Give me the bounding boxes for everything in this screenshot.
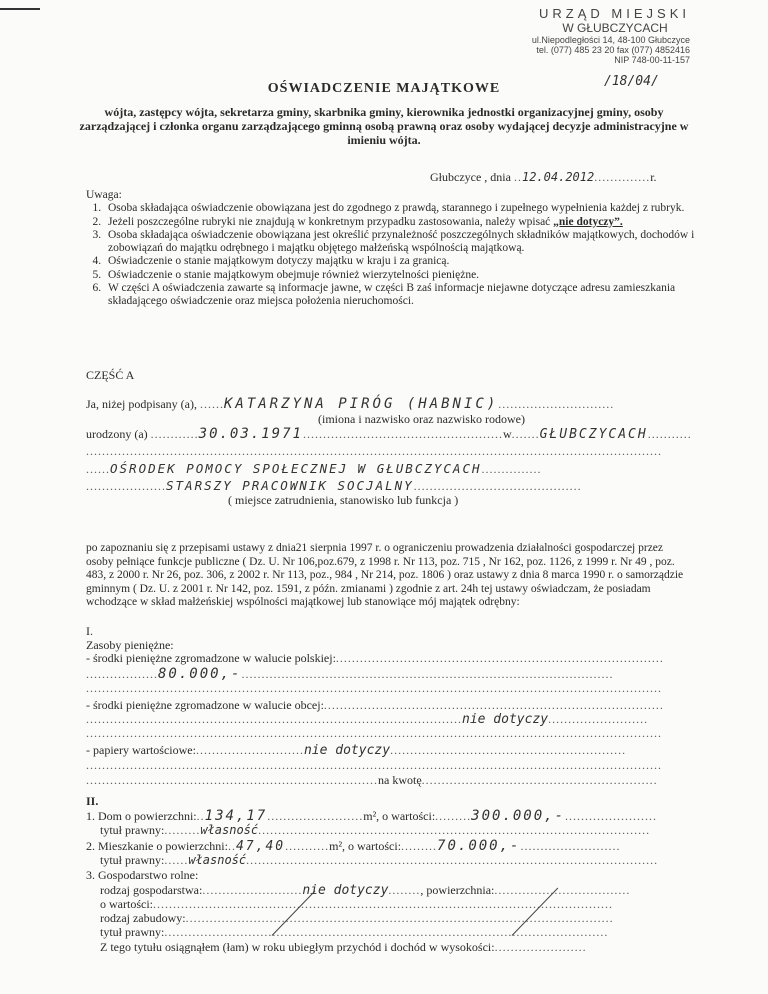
- stamp-line-1: URZĄD MIEJSKI: [539, 6, 690, 21]
- farm-title-label: tytuł prawny:: [100, 925, 165, 939]
- page-subtitle: wójta, zastępcy wójta, sekretarza gminy, skarbnika gminy, kierownika jednostki organizacyjnej gminy, osoby zarządzającej i członka organu zarządzającego gminną osobą prawną oraz osoby wydającej decyzje administracyjne w imieniu wójta.: [79, 105, 689, 147]
- law-paragraph: po zapoznaniu się z przepisami ustawy z dnia21 sierpnia 1997 r. o ograniczeniu prowadzenia działalności gospodarczej przez osoby pełniące funkcje publiczne ( Dz. U. Nr 106,poz.679, z 1998 r. Nr 113, poz. 715 , Nr 162, poz. 1126, z 1999 r. Nr 49 , poz. 483, z 2000 r. Nr 26, poz. 306, z 2002 r. Nr 113, poz., 984 , Nr 214, poz. 1806 ) oraz ustawy z dnia 8 marca 1990 r. o samorządzie gminnym ( Dz. U. z 2001 r. Nr 142, poz. 1591, z późn. zmianami ) zgodnie z art. 24h tej ustawy oświadczam, że posiadam wchodzące w skład małżeńskiej wspólności majątkowej lub stanowiące mój majątek odrębny:: [86, 542, 684, 608]
- farm-area-label: , powierzchnia:: [420, 883, 495, 897]
- house-line: 1. Dom o powierzchni:..134,17........................m², o wartości:.........300.000,-.......................: [86, 808, 658, 824]
- flat-label: 2. Mieszkanie o powierzchni:: [86, 839, 228, 853]
- farm-type-label: rodzaj gospodarstwa:: [100, 883, 203, 897]
- notes-heading: Uwaga:: [86, 189, 122, 201]
- section-2-heading: II.: [86, 794, 99, 808]
- flat-unit: m², o wartości:: [329, 839, 402, 853]
- signed-label: Ja, niżej podpisany (a),: [86, 397, 197, 411]
- foreign-label: - środki pieniężne zgromadzone w walucie obcej:: [86, 698, 324, 712]
- farm-income-label: Z tego tytułu osiągnąłem (łam) w roku ubiegłym przychód i dochód w wysokości:: [100, 940, 495, 954]
- date-suffix: r.: [650, 170, 657, 184]
- securities-value: nie dotyczy: [303, 743, 391, 758]
- pln-value-line: ..................80.000,-.............................................................................................: [86, 666, 614, 682]
- dotted-line: ................................................................................................................................................: [86, 758, 662, 772]
- born-in-label: w: [502, 427, 512, 441]
- farm-building-line: rodzaj zabudowy:...........................................................................................................: [100, 911, 614, 925]
- amount-line: .........................................................................na kwotę...........................................................: [86, 773, 658, 787]
- farm-title-line: tytuł prawny:...............................................................................................................: [100, 925, 609, 939]
- part-a-heading: CZĘŚĆ A: [86, 368, 135, 382]
- signed-line: Ja, niżej podpisany (a), ......KATARZYNA PIRÓG (HABNIC).............................: [86, 396, 615, 412]
- house-title-line: tytuł prawny:.........własność..................................................................................................: [100, 823, 651, 837]
- section-1-label: Zasoby pieniężne:: [86, 638, 174, 652]
- securities-line: - papiery wartościowe:...........................nie dotyczy...........................................................: [86, 743, 627, 758]
- flat-title-value: własność: [188, 853, 247, 867]
- farm-line: [86, 868, 198, 883]
- note-item: 6. W części A oświadczenia zawarte są informacje jawne, w części B zaś informacje niejawne dotyczące adresu zamieszkania składającego oświadczenie oraz miejsca położenia nieruchomości.: [104, 282, 696, 309]
- born-label: urodzony (a): [86, 427, 148, 441]
- stamp-line-3: ul.Niepodległości 14, 48-100 Głubczyce: [531, 35, 690, 45]
- notes-block: [86, 189, 696, 309]
- flat-line: 2. Mieszkanie o powierzchni:..47,40...........m², o wartości:.........70.000,-.........................: [86, 838, 621, 854]
- house-title-value: własność: [200, 823, 259, 837]
- flat-area: 47,40: [235, 839, 286, 854]
- house-unit: m², o wartości:: [363, 809, 436, 823]
- dotted-line: ................................................................................................................................................: [86, 444, 662, 458]
- house-area: 134,17: [204, 808, 268, 824]
- corner-mark: [0, 8, 40, 10]
- house-title-label: tytuł prawny:: [100, 823, 165, 837]
- date-line: Głubczyce , dnia ..12.04.2012..............r.: [430, 170, 657, 184]
- note-item: 3. Osoba składająca oświadczenie obowiązana jest określić przynależność poszczególnych składników majątkowych, dochodów i zobowiązań do majątku odrębnego i majątku objętego małżeńską wspólnością majątkową.: [104, 229, 696, 256]
- date-prefix: Głubczyce , dnia: [430, 170, 511, 184]
- farm-label: 3. Gospodarstwo rolne:: [86, 868, 199, 882]
- stamp-line-4: tel. (077) 485 23 20 fax (077) 4852416: [536, 45, 690, 55]
- work-value-1: OŚRODEK POMOCY SPOŁECZNEJ W GŁUBCZYCACH: [110, 461, 482, 476]
- born-place: GŁUBCZYCACH: [539, 427, 648, 442]
- work-line-2: ....................STARSZY PRACOWNIK SOCJALNY..........................................: [86, 478, 582, 493]
- foreign-value-line: ..............................................................................................nie dotyczy.........................: [86, 712, 649, 727]
- dotted-line: ................................................................................................................................................: [86, 681, 662, 695]
- amount-label: na kwotę: [378, 773, 422, 787]
- stamp-line-2: W GŁUBCZYCACH: [562, 21, 668, 35]
- flat-title-line: tytuł prawny:......własność.......................................................................................................: [100, 853, 659, 867]
- flat-value: 70.000,-: [437, 838, 521, 854]
- signed-caption: (imiona i nazwisko oraz nazwisko rodowe): [318, 412, 525, 426]
- farm-type-value: nie dotyczy: [302, 883, 389, 898]
- note-item: 1. Osoba składająca oświadczenie obowiązana jest do zgodnego z prawdą, starannego i zupełnego wypełnienia każdej z rubryk.: [104, 202, 696, 215]
- note-item: 5. Oświadczenie o stanie majątkowym obejmuje również wierzytelności pieniężne.: [104, 269, 696, 282]
- flat-title-label: tytuł prawny:: [100, 853, 165, 867]
- foreign-line: - środki pieniężne zgromadzone w walucie obcej:.....................................................................................: [86, 698, 664, 712]
- farm-value-label: o wartości:: [100, 897, 153, 911]
- signed-value: KATARZYNA PIRÓG (HABNIC): [223, 396, 499, 412]
- section-1-heading: I.: [86, 624, 93, 638]
- house-label: 1. Dom o powierzchni:: [86, 809, 197, 823]
- farm-value-line: o wartości:...................................................................................................................: [100, 897, 613, 911]
- note-emphasis: „nie dotyczy”.: [553, 215, 623, 228]
- stamp-line-5: NIP 748-00-11-157: [614, 55, 690, 65]
- work-value-2: STARSZY PRACOWNIK SOCJALNY: [166, 478, 414, 493]
- born-line: urodzony (a) ............30.03.1971..................................................w.......GŁUBCZYCACH...........: [86, 426, 692, 442]
- work-caption: ( miejsce zatrudnienia, stanowisko lub funkcja ): [228, 493, 459, 507]
- note-item: 4. Oświadczenie o stanie majątkowym dotyczy majątku w kraju i za granicą.: [104, 255, 696, 268]
- page-title: OŚWIADCZENIE MAJĄTKOWE: [267, 81, 501, 96]
- house-value: 300.000,-: [471, 808, 566, 824]
- stamp-handwritten: /18/04/: [604, 74, 659, 89]
- note-item: 2. Jeżeli poszczególne rubryki nie znajdują w konkretnym przypadku zastosowania, należy wpisać „nie dotyczy”.: [104, 216, 696, 229]
- farm-building-label: rodzaj zabudowy:: [100, 911, 186, 925]
- office-stamp: [500, 6, 690, 65]
- pln-label: - środki pieniężne zgromadzone w walucie polskiej:: [86, 651, 336, 665]
- dotted-line: ................................................................................................................................................: [86, 726, 662, 740]
- work-line-1: ......OŚRODEK POMOCY SPOŁECZNEJ W GŁUBCZYCACH...............: [86, 461, 542, 476]
- farm-income-line: Z tego tytułu osiągnąłem (łam) w roku ubiegłym przychód i dochód w wysokości:.......................: [100, 940, 587, 954]
- farm-type-line: rodzaj gospodarstwa:.........................nie dotyczy........, powierzchnia:..................................: [100, 883, 631, 898]
- pln-value: 80.000,-: [158, 666, 242, 682]
- born-date: 30.03.1971: [198, 426, 303, 442]
- pln-line: - środki pieniężne zgromadzone w walucie polskiej:..................................................................................: [86, 651, 664, 665]
- foreign-value: nie dotyczy: [462, 712, 549, 727]
- date-value: 12.04.2012: [521, 170, 595, 184]
- securities-label: - papiery wartościowe:: [86, 743, 196, 757]
